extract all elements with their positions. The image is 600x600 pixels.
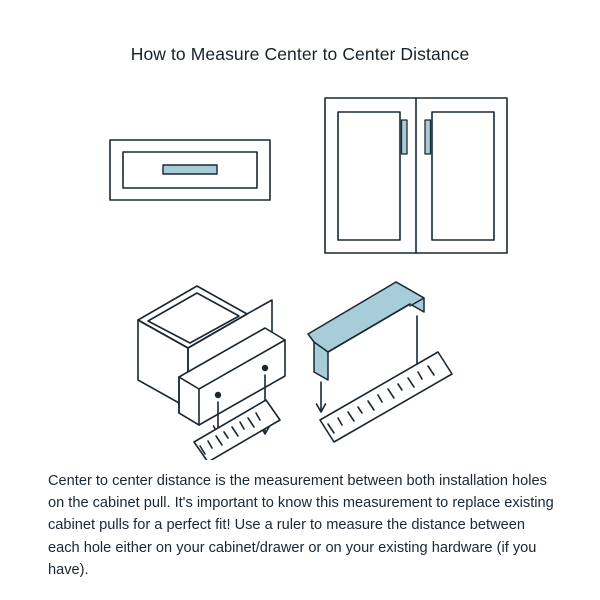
cabinet-bar-pull-right (425, 120, 431, 154)
cabinet-pull-handle (308, 282, 424, 380)
cabinet-doors-with-pulls (325, 98, 507, 253)
hole-right (263, 366, 268, 371)
page-title: How to Measure Center to Center Distance (130, 44, 470, 64)
ruler-handle (320, 352, 452, 442)
hole-left (216, 393, 221, 398)
caption-text: Center to center distance is the measurement between both installation holes on the cabinet pull. It's important to know this measurement to replace existing cabinet pulls for a perfect fit! Use a ruler to measure the distance between each hole either on your cabinet/drawer or on your existing hardware (if you have). (48, 473, 554, 578)
drawer-front-with-pull (110, 140, 270, 200)
isometric-drawer-with-ruler (138, 286, 285, 460)
drawer-bar-pull (163, 165, 217, 174)
cabinet-bar-pull-left (402, 120, 408, 154)
diagram-svg (40, 80, 560, 460)
diagram-figure (40, 80, 560, 460)
handle-with-ruler (308, 282, 452, 442)
